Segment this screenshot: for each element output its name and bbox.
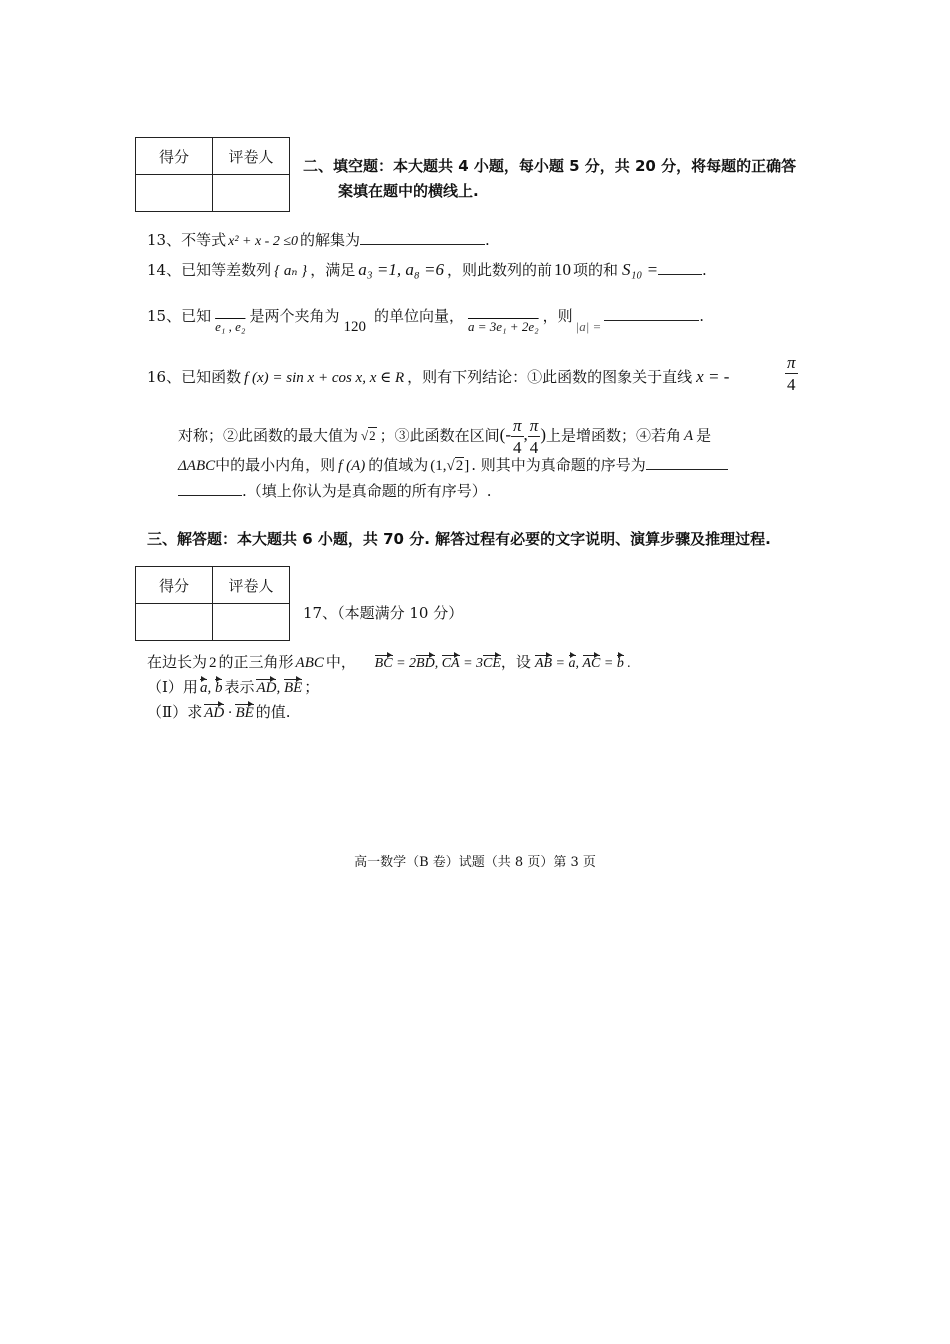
vector-relations: BC = 2BD, CA = 3CE — [374, 656, 501, 671]
vector-substitution: AB = a, AC = b . — [534, 656, 631, 671]
magnitude: |a| = — [575, 319, 602, 334]
section3-heading: 三、解答题：本大题共 6 小题，共 70 分. 解答过程有必要的文字说明、演算步骤及推理过程. — [147, 530, 771, 548]
question-number: 14、 — [147, 261, 182, 279]
question-17-title: 17、（本题满分 10 分） — [303, 604, 464, 622]
score-table-2 — [135, 566, 290, 641]
range: (1,√2] — [430, 458, 470, 474]
question-14: 14、已知等差数列 { aₙ } ，满足 a₃ =1, a₈ =6 ，则此数列的前 10 项的和 S₁₀ = . — [147, 260, 707, 279]
sqrt-2: √2 — [361, 428, 376, 444]
answer-blank[interactable] — [658, 274, 702, 275]
answer-blank-cont[interactable] — [178, 495, 242, 496]
answer-blank[interactable] — [360, 244, 485, 245]
section2-heading-cont: 案填在题中的横线上. — [338, 182, 479, 200]
answer-blank[interactable] — [604, 320, 699, 321]
question-number: 15、 — [147, 307, 182, 325]
function-def: f (x) = sin x + cos x, x ∈ R — [244, 370, 405, 386]
question-16-line4: .（填上你认为是真命题的所有序号）. — [178, 480, 492, 501]
score-table-1 — [135, 137, 290, 212]
target-vectors: AD, BE — [256, 680, 303, 696]
grader-header: 评卷人 — [213, 567, 290, 604]
question-17-part2: （Ⅱ）求 AD · BE 的值. — [147, 703, 291, 721]
question-number: 13、 — [147, 231, 182, 249]
vector-equation: a = 3e₁ + 2e₂ — [467, 319, 539, 334]
question-17-part1: （Ⅰ）用 a, b 表示 AD, BE ； — [147, 678, 320, 696]
triangle-abc: ΔABC — [178, 458, 216, 474]
score-cell[interactable] — [136, 604, 213, 641]
question-16-line3: ΔABC中的最小内角，则 f (A) 的值域为 (1,√2] . 则其中为真命题的序号为 — [178, 454, 728, 475]
score-cell[interactable] — [136, 175, 213, 212]
line-x: x = - — [696, 367, 730, 386]
grader-cell[interactable] — [213, 175, 290, 212]
dot-product: AD · BE — [204, 705, 254, 721]
score-header: 得分 — [136, 138, 213, 175]
question-text: 不等式 — [181, 231, 227, 249]
question-16-line2: 对称；②此函数的最大值为 √2 ；③此函数在区间(- $\frac{\pi}{4}$ , $\frac{\pi}{4}$ )上是增函数；④若角 A 是 — [178, 416, 712, 457]
sum-expression: S₁₀ = — [622, 260, 659, 279]
interval: (- $\frac{\pi}{4}$ , $\frac{\pi}{4}$ ) — [499, 416, 546, 457]
unit-vectors: e₁ , e₂ — [215, 319, 246, 334]
question-15: 15、已知e₁ , e₂是两个夹角为120的单位向量，a = 3e₁ + 2e₂，则|a| =. — [147, 307, 705, 335]
question-17-stem: 在边长为 2 的正三角形 ABC 中， BC = 2BD, CA = 3CE，设 AB = a, AC = b . — [147, 653, 631, 671]
conditions: a₃ =1, a₈ =6 — [358, 260, 444, 279]
basis-vectors: a, b — [199, 680, 223, 696]
angle-value: 120 — [343, 319, 366, 335]
fraction-pi-4: $\frac{\pi}{4}$ — [787, 353, 796, 394]
score-header: 得分 — [136, 567, 213, 604]
page-footer: 高一数学（B 卷）试题（共 8 页）第 3 页 — [354, 855, 596, 870]
sequence: { aₙ } — [274, 263, 308, 279]
grader-header: 评卷人 — [213, 138, 290, 175]
answer-blank[interactable] — [646, 469, 728, 470]
inequality: x² + x - 2 ≤0 — [228, 234, 299, 249]
question-13: 13、不等式 x² + x - 2 ≤0 的解集为 . — [147, 231, 490, 249]
grader-cell[interactable] — [213, 604, 290, 641]
question-16: 16、已知函数 f (x) = sin x + cos x, x ∈ R ，则有下列结论：①此函数的图象关于直线 x = - — [147, 367, 730, 386]
section2-heading: 二、填空题：本大题共 4 小题，每小题 5 分，共 20 分，将每题的正确答 — [303, 157, 797, 175]
